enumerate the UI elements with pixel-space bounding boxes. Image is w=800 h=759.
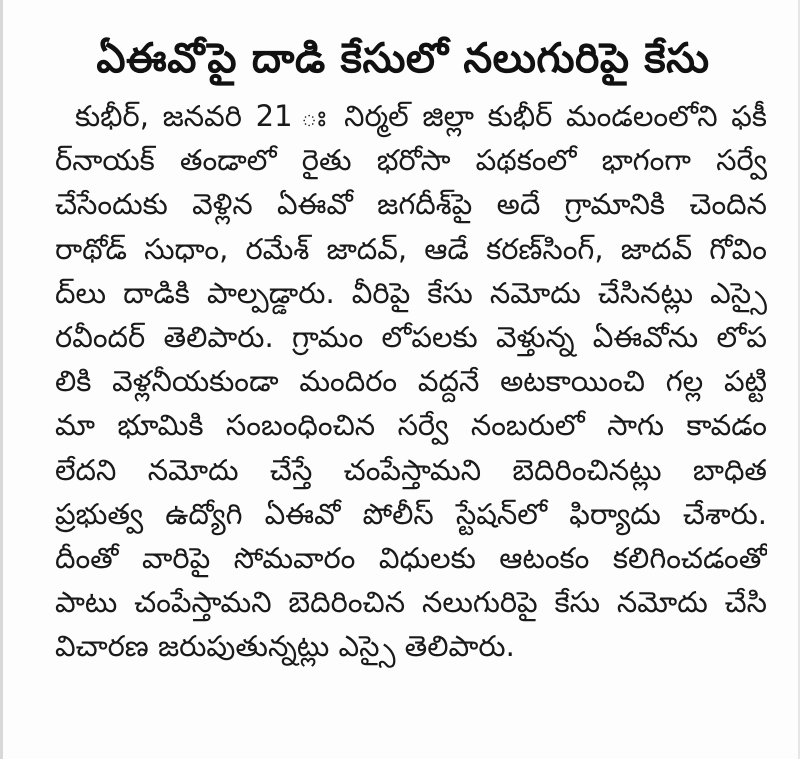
article-body — [55, 94, 767, 668]
article-line-2: ర్‌నాయక్ తండాలో రైతు భరోసా పథకంలో భాగంగా సర్వే — [55, 143, 767, 178]
article-line-1: కుభీర్, జనవరి 21 ః నిర్మల్ జిల్లా కుభీర్ మండలంలోని ఫకీ — [75, 99, 767, 133]
article-line-3: చేసేందుకు వెళ్లిన ఏఈవో జగదీశ్‌పై అదే గ్రామానికి చెందిన — [55, 187, 767, 222]
article-line-13: విచారణ జరుపుతున్నట్లు ఎస్సై తెలిపారు. — [55, 629, 515, 664]
article-line-4: రాథోడ్ సుధాం, రమేశ్ జాదవ్, ఆడే కరణ్‌సింగ్, జాదవ్ గోవిం — [55, 231, 767, 266]
article-line-5: ద్‌లు దాడికి పాల్పడ్డారు. వీరిపై కేసు నమోదు చేసినట్లు ఎస్సై — [55, 275, 767, 310]
article-line-8: మా భూమికి సంబంధించిన సర్వే నంబరులో సాగు కావడం — [55, 408, 767, 443]
headline: ఏఈవోపై దాడి కేసులో నలుగురిపై కేసు — [96, 34, 710, 82]
article-line-10: ప్రభుత్వ ఉద్యోగి ఏఈవో పోలీస్ స్టేషన్‌లో ఫిర్యాదు చేశారు. — [55, 496, 767, 531]
article-line-12: పాటు చంపేస్తామని బెదిరించిన నలుగురిపై కేసు నమోదు చేసి — [55, 585, 767, 620]
article-line-11: దీంతో వారిపై సోమవారం విధులకు ఆటంకం కలిగించడంతో — [55, 540, 767, 575]
article-line-9: లేదని నమోదు చేస్తే చంపేస్తామని బెదిరించినట్లు బాధిత — [55, 452, 767, 487]
article-line-6: రవీందర్ తెలిపారు. గ్రామం లోపలకు వెళ్తున్న ఏఈవోను లోప — [55, 319, 767, 354]
article-line-7: లికి వెళ్లనీయకుండా మందిరం వద్దనే అటకాయించి గల్ల పట్టి — [55, 364, 767, 399]
